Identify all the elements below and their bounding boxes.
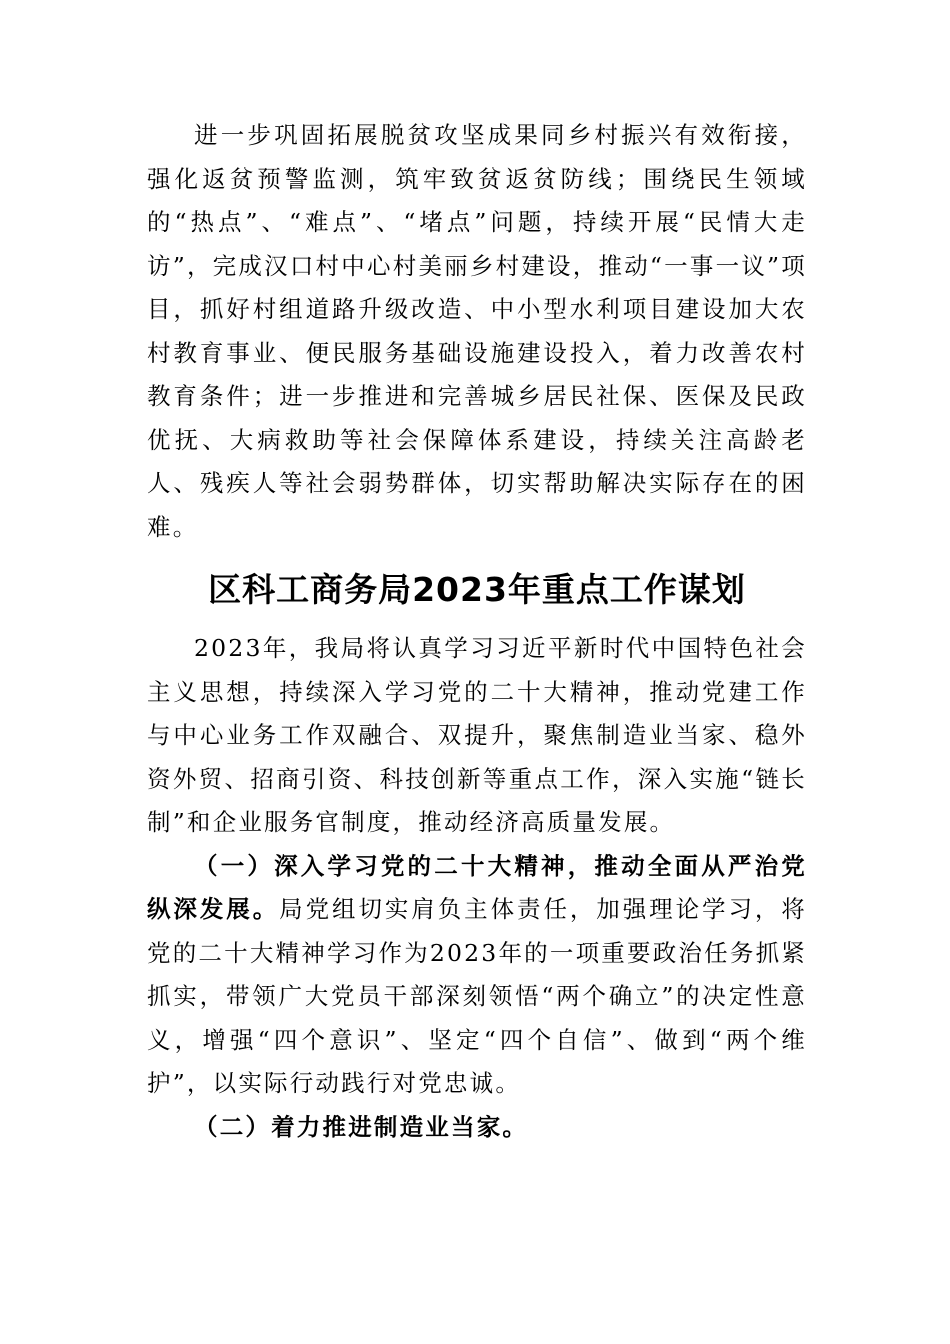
section-1-heading: （一）深入学习党的二十大精神，推动全面从严治党纵深发展。 (147, 851, 807, 923)
section-1-paragraph (147, 845, 807, 1106)
paragraph-intro-2023: 2023年，我局将认真学习习近平新时代中国特色社会主义思想，持续深入学习党的二十大精神，推动党建工作与中心业务工作双融合、双提升，聚焦制造业当家、稳外资外贸、招商引资、科技创新等重点工作，深入实施“链长制”和企业服务官制度，推动经济高质量发展。 (147, 634, 807, 836)
section-2-paragraph (147, 1106, 807, 1150)
section-2-heading: （二）着力推进制造业当家。 (194, 1112, 529, 1141)
document-title: 区科工商务局2023年重点工作谋划 (208, 570, 746, 609)
intro-paragraph: 进一步巩固拓展脱贫攻坚成果同乡村振兴有效衔接，强化返贫预警监测，筑牢致贫返贫防线；围绕民生领域的“热点”、“难点”、“堵点”问题，持续开展“民情大走访”，完成汉口村中心村美丽乡村建设，推动“一事一议”项目，抓好村组道路升级改造、中小型水利项目建设加大农村教育事业、便民服务基础设施建设投入，着力改善农村教育条件；进一步推进和完善城乡居民社保、医保及民政优抚、大病救助等社会保障体系建设，持续关注高龄老人、残疾人等社会弱势群体，切实帮助解决实际存在的困难。 (147, 121, 807, 541)
section-1-body: 局党组切实肩负主体责任，加强理论学习，将党的二十大精神学习作为2023年的一项重要政治任务抓紧抓实，带领广大党员干部深刻领悟“两个确立”的决定性意义，增强“四个意识”、坚定“四个自信”、做到“两个维护”，以实际行动践行对党忠诚。 (147, 895, 808, 1097)
document-body (147, 114, 807, 1149)
